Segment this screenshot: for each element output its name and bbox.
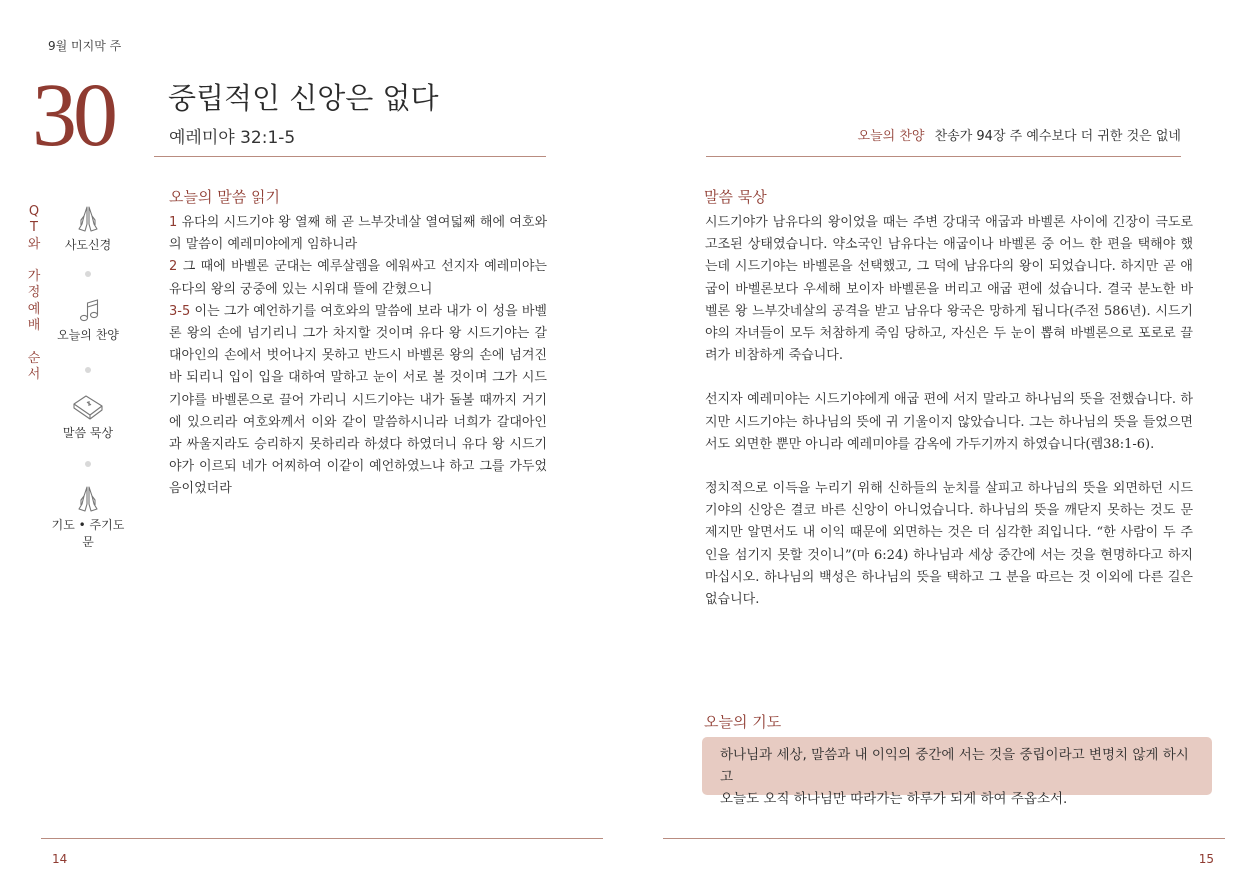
- vertical-section-label: [26, 204, 42, 383]
- hymn-label: 오늘의 찬양: [857, 129, 925, 144]
- page-title: 중립적인 신앙은 없다: [168, 81, 439, 115]
- vertical-char: 가: [27, 269, 41, 285]
- verse-number: 2: [169, 259, 178, 275]
- vertical-char: 순: [27, 350, 41, 366]
- prayer-line: 하나님과 세상, 말씀과 내 이익의 중간에 서는 것을 중립이라고 변명치 않게 하시고: [720, 747, 1189, 785]
- vertical-char: Q: [28, 204, 40, 219]
- scripture-text: [169, 212, 547, 501]
- verse-text: 이는 그가 예언하기를 여호와의 말씀에 보라 내가 이 성을 바벨론 왕의 손에 넘기리니 그가 차지할 것이며 유다 왕 시드기야는 갈대아인의 손에서 벗어나지 못하고 반드시 바벨론 왕의 손에 넘겨진 바 되리니 입이 입을 대하여 말하고 눈이 서로 볼 것이며 그가 시드기야를 바벨론으로 끌어 가리니 시드기야는 내가 돌볼 때까지 거기에 있으리라 여호와께서 이와 같이 말씀하시니라 너희가 갈대아인과 싸울지라도 승리하지 못하리라 하셨다 하였더니 유다 왕 시드기야가 이르되 네가 어찌하여 이같이 예언하였느냐 하고 그를 가두었음이었더라: [169, 303, 547, 497]
- vertical-char: 배: [27, 318, 41, 334]
- vertical-char: T: [30, 220, 38, 236]
- verse-text: 유다의 시드기야 왕 열째 해 곧 느부갓네살 열여덟째 해에 여호와의 말씀이 예레미야에게 임하니라: [169, 215, 547, 253]
- prayer-line: 오늘도 오직 하나님만 따라가는 하루가 되게 하여 주옵소서.: [720, 791, 1068, 807]
- footer-divider-right: [663, 838, 1225, 839]
- sidebar-separator-dot: [85, 367, 91, 373]
- bible-book-icon: [71, 390, 105, 422]
- sidebar-item-label: 말씀 묵상: [62, 426, 114, 440]
- day-number: 30: [32, 66, 114, 165]
- meditation-heading: 말씀 묵상: [704, 188, 767, 206]
- verse-number: 1: [169, 215, 178, 230]
- vertical-char: [26, 253, 42, 269]
- page-number-left: 14: [52, 852, 68, 866]
- verse-number: 3-5: [169, 303, 191, 319]
- sidebar-item-label: 기도 • 주기도문: [51, 518, 125, 549]
- meditation-paragraph: 선지자 예레미야는 시드기야에게 애굽 편에 서지 말라고 하나님의 뜻을 전했습니다. 하지만 시드기야는 하나님의 뜻에 귀 기울이지 않았습니다. 그는 하나님의 뜻을 들었으면서도 외면한 뿐만 아니라 예레미야를 감옥에 가두기까지 하였습니다(렘38:1-6).: [705, 392, 1193, 452]
- vertical-char: 예: [27, 301, 41, 317]
- vertical-char: 정: [27, 285, 41, 301]
- week-label: 9월 미지막 주: [48, 39, 122, 53]
- prayer-heading: 오늘의 기도: [704, 713, 782, 731]
- sidebar-item-prayer[interactable]: [50, 484, 126, 550]
- sidebar-item-apostles-creed[interactable]: [50, 204, 126, 253]
- hymn-line: [858, 125, 1181, 144]
- verse-text: 그 때에 바벨론 군대는 예루살렘을 에워싸고 선지자 예레미야는 유다의 왕의 궁중에 있는 시위대 뜰에 갇혔으니: [169, 259, 547, 297]
- sidebar-item-label: 오늘의 찬양: [57, 328, 119, 342]
- vertical-char: [26, 334, 42, 350]
- vertical-char: 와: [27, 236, 41, 252]
- sidebar-item-hymn[interactable]: [50, 296, 126, 343]
- sidebar-item-label: 사도신경: [64, 238, 112, 252]
- sidebar-separator-dot: [85, 461, 91, 467]
- header-divider-right: [706, 156, 1181, 157]
- vertical-char: 서: [27, 366, 41, 382]
- footer-divider-left: [41, 838, 603, 839]
- music-note-icon: [73, 296, 103, 324]
- hymn-text: 찬송가 94장 주 예수보다 더 귀한 것은 없네: [934, 129, 1181, 144]
- praying-hands-icon: [73, 484, 103, 514]
- scripture-reference: 예레미야 32:1-5: [169, 128, 296, 148]
- sidebar-separator-dot: [85, 271, 91, 277]
- prayer-box: [702, 737, 1212, 807]
- meditation-text: [705, 212, 1193, 633]
- praying-hands-icon: [73, 204, 103, 234]
- page-number-right: 15: [1198, 852, 1214, 866]
- header-divider-left: [154, 156, 546, 157]
- meditation-paragraph: 시드기야가 남유다의 왕이었을 때는 주변 강대국 애굽과 바벨론 사이에 긴장이 극도로 고조된 상태였습니다. 약소국인 남유다는 애굽이나 바벨론 중 어느 한 편을 택해야 했는데 시드기야는 바벨론을 선택했고, 그 덕에 남유다의 왕이 되었습니다. 하지만 곧 애굽이 바벨론보다 우세해 보이자 바벨론을 버리고 애굽 편에 섰습니다. 결국 분노한 바벨론 왕 느부갓네살의 공격을 받고 남유다 왕국은 망하게 됩니다(주전 586년). 시드기야의 자녀들이 모두 처참하게 죽임 당하고, 자신은 두 눈이 뽑혀 바벨론으로 포로로 끌려가 비참하게 죽습니다.: [705, 215, 1193, 364]
- reading-heading: 오늘의 말씀 읽기: [169, 188, 280, 206]
- sidebar-item-meditation[interactable]: [50, 390, 126, 441]
- meditation-paragraph: 정치적으로 이득을 누리기 위해 신하들의 눈치를 살피고 하나님의 뜻을 외면하던 시드기야의 신앙은 결코 바른 신앙이 아니었습니다. 하나님의 뜻을 깨닫지 못하는 것도 문제지만 알면서도 내 이익 때문에 외면하는 것은 더 심각한 죄입니다. “한 사람이 두 주인을 섬기지 못할 것이니”(마 6:24) 하나님과 세상 중간에 서는 것을 현명하다고 하지 마십시오. 하나님의 백성은 하나님의 뜻을 택하고 그 분을 따르는 것 이외에 다른 길은 없습니다.: [705, 481, 1193, 608]
